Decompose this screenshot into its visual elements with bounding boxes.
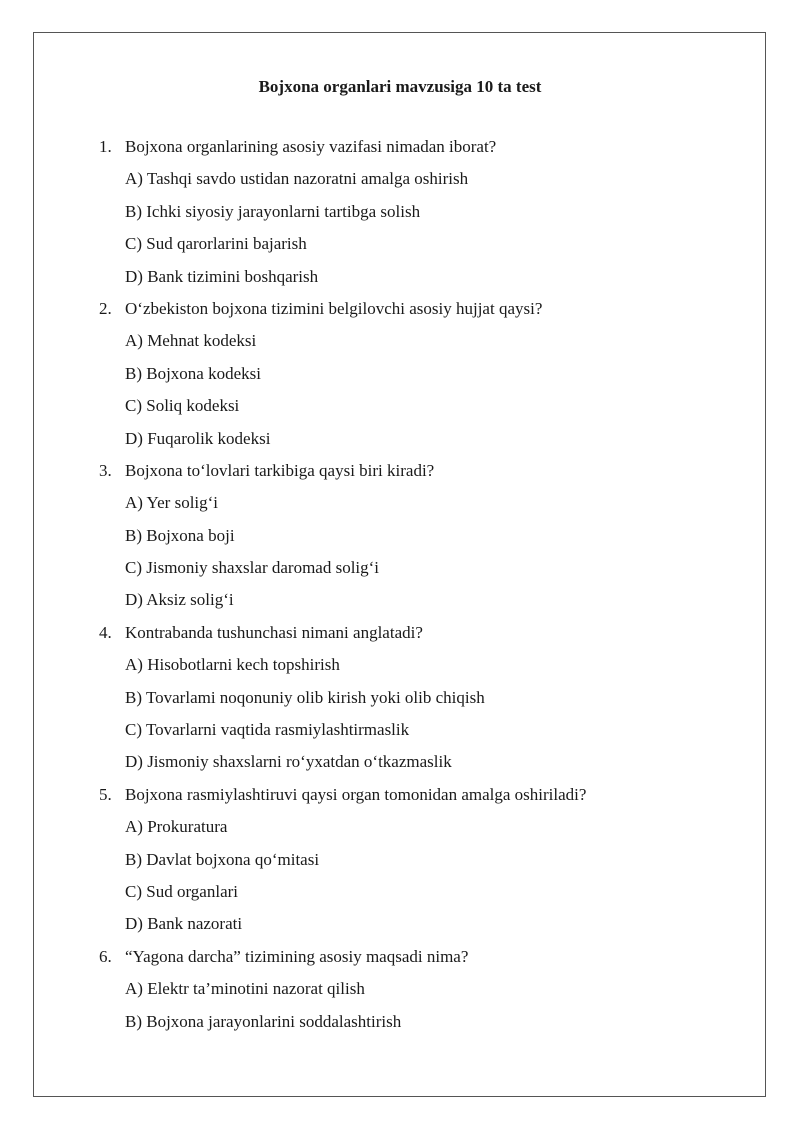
option-b — [99, 1011, 749, 1043]
option-text: A) Mehnat kodeksi — [125, 331, 257, 351]
option-text: B) Bojxona jarayonlarini soddalashtirish — [125, 1011, 402, 1031]
option-text: A) Prokuratura — [125, 817, 228, 837]
question-4 — [99, 622, 749, 654]
option-a — [99, 654, 749, 686]
option-text: C) Soliq kodeksi — [125, 396, 240, 416]
option-c — [99, 557, 749, 589]
option-d — [99, 266, 749, 298]
option-text: B) Bojxona kodeksi — [125, 363, 261, 383]
option-text: A) Yer solig‘i — [125, 493, 219, 513]
option-b — [99, 849, 749, 881]
option-d — [99, 751, 749, 783]
question-5 — [99, 784, 749, 816]
question-number: 5. — [99, 784, 112, 804]
question-1 — [99, 136, 749, 168]
question-text: “Yagona darcha” tizimining asosiy maqsadi nima? — [125, 946, 469, 966]
question-list — [99, 136, 749, 1043]
option-c — [99, 395, 749, 427]
option-text: D) Jismoniy shaxslarni ro‘yxatdan o‘tkazmaslik — [125, 752, 452, 772]
option-b — [99, 363, 749, 395]
option-text: C) Jismoniy shaxslar daromad solig‘i — [125, 558, 380, 578]
option-text: C) Tovarlarni vaqtida rasmiylashtirmaslik — [125, 720, 410, 740]
option-c — [99, 233, 749, 265]
question-number: 4. — [99, 622, 112, 642]
question-3 — [99, 460, 749, 492]
option-text: A) Tashqi savdo ustidan nazoratni amalga oshirish — [125, 169, 469, 189]
question-text: O‘zbekiston bojxona tizimini belgilovchi asosiy hujjat qaysi? — [125, 298, 543, 318]
question-6 — [99, 946, 749, 978]
option-a — [99, 816, 749, 848]
option-text: C) Sud qarorlarini bajarish — [125, 234, 307, 254]
option-c — [99, 881, 749, 913]
question-number: 2. — [99, 298, 112, 318]
option-a — [99, 330, 749, 362]
question-text: Bojxona organlarining asosiy vazifasi nimadan iborat? — [125, 137, 497, 156]
question-2 — [99, 298, 749, 330]
option-text: B) Bojxona boji — [125, 525, 235, 545]
option-text: B) Tovarlami noqonuniy olib kirish yoki olib chiqish — [125, 687, 485, 707]
question-text: Kontrabanda tushunchasi nimani anglatadi? — [125, 622, 423, 642]
question-text: Bojxona to‘lovlari tarkibiga qaysi biri kiradi? — [125, 460, 435, 480]
option-text: D) Aksiz solig‘i — [125, 590, 234, 610]
option-a — [99, 492, 749, 524]
document-title: Bojxona organlari mavzusiga 10 ta test — [258, 77, 542, 96]
option-d — [99, 913, 749, 945]
option-d — [99, 589, 749, 621]
option-text: A) Elektr ta’minotini nazorat qilish — [125, 979, 365, 999]
option-a — [99, 978, 749, 1010]
option-text: D) Bank nazorati — [125, 914, 243, 934]
question-number: 1. — [99, 137, 112, 156]
question-text: Bojxona rasmiylashtiruvi qaysi organ tomonidan amalga oshiriladi? — [125, 784, 587, 804]
option-a — [99, 168, 749, 200]
option-text: D) Bank tizimini boshqarish — [125, 266, 319, 286]
option-c — [99, 719, 749, 751]
option-b — [99, 201, 749, 233]
option-text: A) Hisobotlarni kech topshirish — [125, 655, 340, 675]
option-text: D) Fuqarolik kodeksi — [125, 428, 271, 448]
option-text: B) Ichki siyosiy jarayonlarni tartibga solish — [125, 201, 421, 221]
option-text: B) Davlat bojxona qo‘mitasi — [125, 849, 320, 869]
question-number: 6. — [99, 946, 112, 966]
option-text: C) Sud organlari — [125, 881, 239, 901]
option-b — [99, 687, 749, 719]
option-d — [99, 428, 749, 460]
question-number: 3. — [99, 460, 112, 480]
option-b — [99, 525, 749, 557]
